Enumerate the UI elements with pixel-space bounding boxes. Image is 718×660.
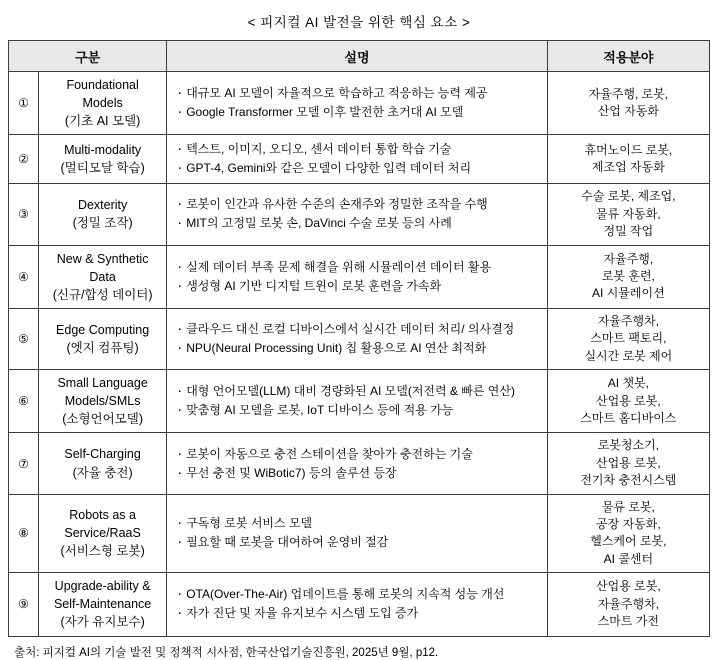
row-number: ① [9, 72, 39, 135]
column-header-category: 구분 [9, 41, 167, 72]
category-line: (자율 충전) [72, 465, 133, 480]
category-line: Multi-modality [64, 143, 142, 158]
row-category [39, 135, 167, 184]
category-line: Edge Computing [56, 322, 150, 337]
table-row [9, 573, 710, 636]
row-description [167, 573, 548, 636]
category-line: (서비스형 로봇) [60, 544, 145, 559]
category-line: Foundational [66, 78, 139, 92]
description-bullet: · GPT-4, Gemini와 같은 모델이 다양한 입력 데이터 처리 [176, 159, 539, 177]
row-description [167, 308, 548, 369]
field-line: 자율주행차, [597, 313, 660, 328]
category-line: Self-Maintenance [53, 597, 152, 612]
category-line: Small Language [57, 376, 148, 391]
category-line: Self-Charging [64, 447, 141, 462]
source-note: 출처: 피지컬 AI의 기술 발전 및 정책적 시사점, 한국산업기술진흥원, 2025년 9월, p12. [14, 646, 439, 659]
row-field [547, 573, 709, 636]
description-bullet: · 대형 언어모델(LLM) 대비 경량화된 AI 모델(저전력 & 빠른 연산) [176, 382, 539, 400]
field-line: 물류 자동화, [596, 206, 661, 221]
field-line: 헬스케어 로봇, [590, 534, 667, 549]
table-row [9, 433, 710, 494]
column-header-field: 적용분야 [547, 41, 709, 72]
row-field [547, 184, 709, 245]
description-bullet: · 클라우드 대신 로컬 디바이스에서 실시간 데이터 처리/ 의사결정 [176, 320, 539, 338]
row-category [39, 573, 167, 636]
row-number: ② [9, 135, 39, 184]
field-line: 실시간 로봇 제어 [584, 348, 673, 363]
description-bullet: · 로봇이 인간과 유사한 수준의 손재주와 정밀한 조작을 수행 [176, 195, 539, 213]
category-line: Upgrade-ability & [54, 579, 151, 594]
description-bullet: · MIT의 고정밀 로봇 손, DaVinci 수술 로봇 등의 사례 [176, 214, 539, 232]
table-row [9, 135, 710, 184]
field-line: AI 챗봇, [607, 376, 649, 391]
row-number: ⑥ [9, 370, 39, 433]
field-line: 스마트 가전 [597, 614, 660, 629]
row-description [167, 370, 548, 433]
row-category [39, 308, 167, 369]
category-line: Data [89, 269, 116, 284]
core-elements-table [8, 40, 710, 637]
category-line: Models [82, 96, 123, 111]
description-bullet: · NPU(Neural Processing Unit) 칩 활용으로 AI 연산 최적화 [176, 339, 539, 357]
field-line: 스마트 홈디바이스 [580, 410, 677, 425]
table-header [9, 41, 710, 72]
column-header-description: 설명 [167, 41, 548, 72]
field-line: AI 시뮬레이션 [592, 286, 665, 301]
table-row [9, 370, 710, 433]
table-row [9, 245, 710, 308]
field-line: 산업용 로봇, [596, 579, 661, 594]
description-bullet: · 구독형 로봇 서비스 모델 [176, 514, 539, 532]
row-category [39, 494, 167, 573]
category-line: (엣지 컴퓨팅) [66, 341, 139, 355]
field-line: 제조업 자동화 [591, 160, 665, 175]
field-line: 자율주행, 로봇, [588, 86, 669, 101]
row-description [167, 245, 548, 308]
category-line: (자가 유지보수) [60, 615, 145, 630]
row-category [39, 72, 167, 135]
row-category [39, 370, 167, 433]
description-bullet: · OTA(Over-The-Air) 업데이트를 통해 로봇의 지속적 성능 개선 [176, 585, 539, 603]
field-line: 자율주행차, [597, 596, 660, 611]
row-description [167, 433, 548, 494]
description-bullet: · 생성형 AI 기반 디지털 트윈이 로봇 훈련을 가속화 [176, 277, 539, 295]
table-row [9, 184, 710, 245]
category-line: (멀티모달 학습) [60, 161, 145, 176]
row-description [167, 72, 548, 135]
category-line: Models/SMLs [64, 394, 141, 409]
row-field [547, 370, 709, 433]
field-line: 물류 로봇, [601, 499, 655, 514]
category-line: (기초 AI 모델) [64, 114, 141, 129]
row-description [167, 184, 548, 245]
row-field [547, 245, 709, 308]
field-line: 산업용 로봇, [596, 455, 661, 470]
table-body [9, 72, 710, 637]
row-number: ④ [9, 245, 39, 308]
description-bullet: · 무선 충전 및 WiBotic7) 등의 솔루션 등장 [176, 464, 539, 482]
row-field [547, 72, 709, 135]
field-line: 산업용 로봇, [596, 393, 661, 408]
category-line: Dexterity [77, 198, 128, 213]
row-description [167, 135, 548, 184]
category-line: Service/RaaS [64, 526, 141, 541]
row-number: ③ [9, 184, 39, 245]
row-category [39, 433, 167, 494]
description-bullet: · 실제 데이터 부족 문제 해결을 위해 시뮬레이션 데이터 활용 [176, 258, 539, 276]
field-line: 로봇청소기, [597, 438, 660, 453]
category-line: (소형언어모델) [62, 412, 143, 427]
table-row [9, 72, 710, 135]
category-line: New & Synthetic [56, 251, 149, 266]
row-number: ⑤ [9, 308, 39, 369]
field-line: 스마트 팩토리, [590, 331, 667, 346]
field-line: 수술 로봇, 제조업, [581, 189, 676, 204]
row-number: ⑧ [9, 494, 39, 573]
row-number: ⑨ [9, 573, 39, 636]
description-bullet: · 자가 진단 및 자율 유지보수 시스템 도입 증가 [176, 604, 539, 622]
row-field [547, 308, 709, 369]
field-line: 휴머노이드 로봇, [584, 142, 673, 157]
description-bullet: · Google Transformer 모델 이후 발전한 초거대 AI 모델 [176, 103, 539, 121]
category-line: (정밀 조작) [72, 216, 133, 231]
row-description [167, 494, 548, 573]
row-number: ⑦ [9, 433, 39, 494]
row-category [39, 245, 167, 308]
table-row [9, 308, 710, 369]
description-bullet: · 로봇이 자동으로 충전 스테이션을 찾아가 충전하는 기술 [176, 445, 539, 463]
field-line: 정밀 작업 [603, 224, 654, 239]
field-line: 전기차 충전시스템 [580, 473, 677, 488]
row-category [39, 184, 167, 245]
row-field [547, 433, 709, 494]
category-line: Robots as a [69, 508, 136, 523]
table-row [9, 494, 710, 573]
field-line: 로봇 훈련, [601, 269, 655, 284]
field-line: 자율주행, [603, 251, 654, 266]
description-bullet: · 텍스트, 이미지, 오디오, 센서 데이터 통합 학습 기술 [176, 140, 539, 158]
description-bullet: · 대규모 AI 모델이 자율적으로 학습하고 적응하는 능력 제공 [176, 84, 539, 102]
row-field [547, 135, 709, 184]
row-field [547, 494, 709, 573]
field-line: 공장 자동화, [596, 517, 661, 532]
field-line: AI 콜센터 [603, 551, 654, 566]
description-bullet: · 필요할 때 로봇을 대여하여 운영비 절감 [176, 533, 539, 551]
category-line: (신규/합성 데이터) [52, 287, 153, 302]
page-title: < 피지컬 AI 발전을 위한 핵심 요소 > [247, 15, 471, 30]
description-bullet: · 맞춤형 AI 모델을 로봇, IoT 디바이스 등에 적용 가능 [176, 401, 539, 419]
field-line: 산업 자동화 [597, 104, 660, 119]
